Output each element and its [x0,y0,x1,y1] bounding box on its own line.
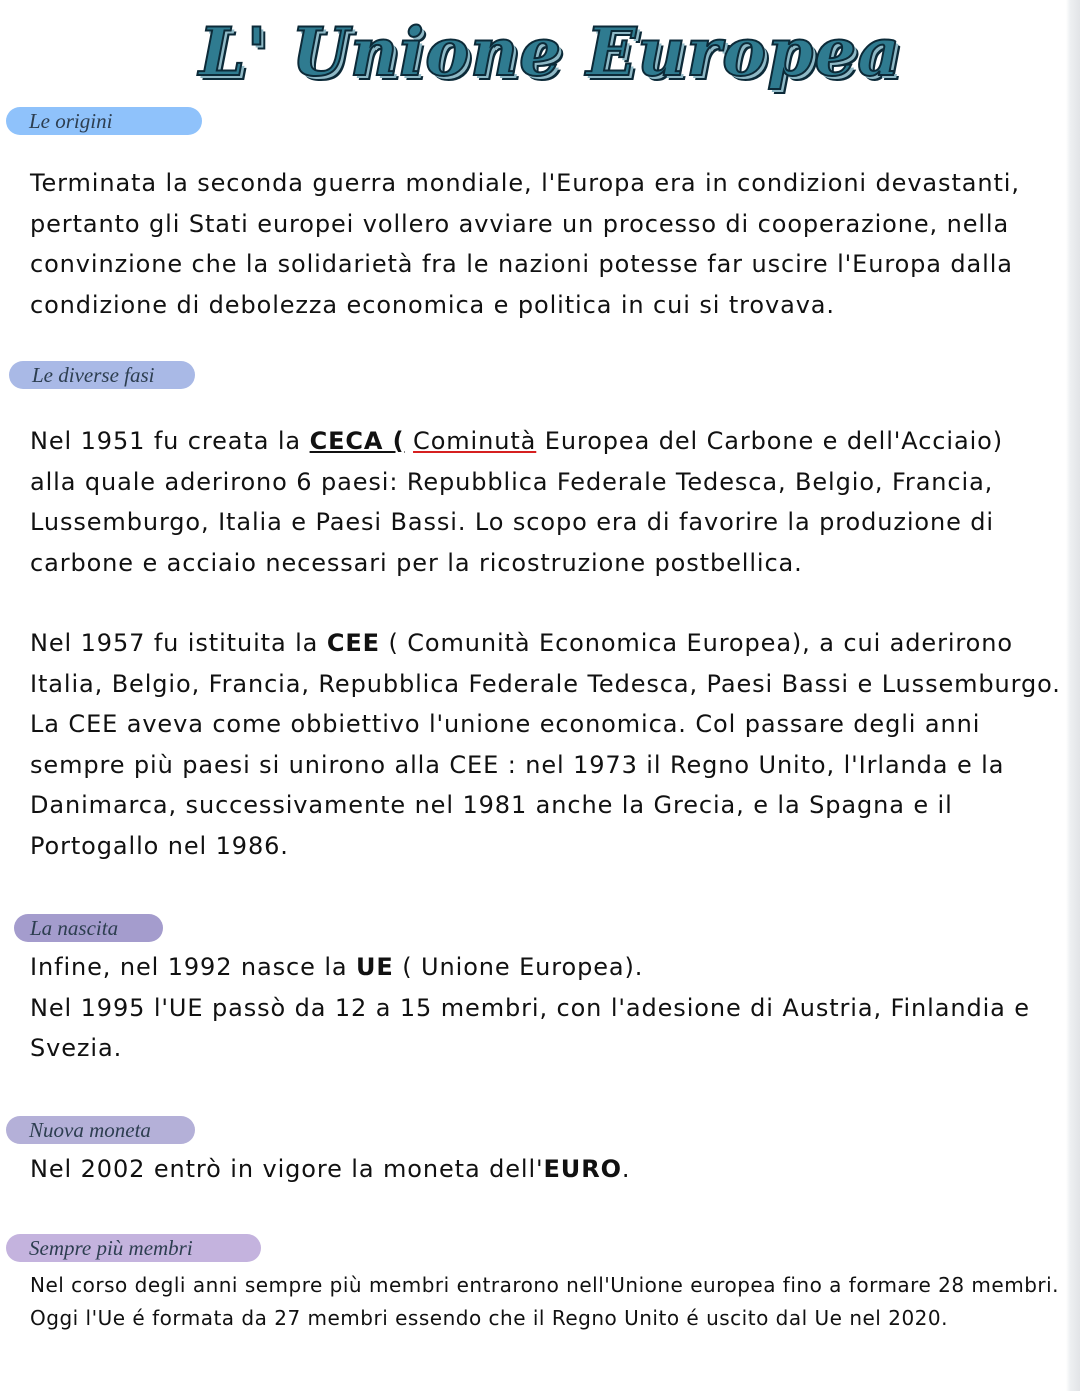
text-line: condizione di debolezza economica e politica in cui si trovava. [30,290,835,319]
text-run: Infine, nel 1992 nasce la [30,953,357,981]
text-run: Europea del Carbone e dell'Acciaio) [536,427,1003,455]
paragraph-moneta [30,1149,630,1190]
text-line: sempre più paesi si unirono alla CEE : nel 1973 il Regno Unito, l'Irlanda e la [30,750,1005,779]
text-run: Nel 2002 entrò in vigore la moneta dell' [30,1155,544,1183]
text-line [30,1149,630,1190]
text-run: . [621,1155,631,1183]
text-line: Nel corso degli anni sempre più membri entrarono nell'Unione europea fino a formare 28 membri. [30,1273,1060,1297]
section-label-moneta: Nuova moneta [6,1116,195,1144]
paragraph-membri [30,1269,1059,1335]
text-run: Nel 1951 fu creata la [30,427,310,455]
section-label-fasi: Le diverse fasi [9,361,195,389]
text-line: carbone e acciaio necessari per la ricostruzione postbellica. [30,548,803,577]
text-line: Danimarca, successivamente nel 1981 anche la Grecia, e la Spagna e il [30,791,953,819]
text-line: Nel 1995 l'UE passò da 12 a 15 membri, con l'adesione di Austria, Finlandia e [30,993,1030,1022]
text-line: Portogallo nel 1986. [30,831,289,860]
text-line: Lussemburgo, Italia e Paesi Bassi. Lo scopo era di favorire la produzione di [30,508,994,536]
text-line: pertanto gli Stati europei vollero avviare un processo di cooperazione, nella [30,209,1010,238]
euro-term: EURO [543,1155,622,1183]
paragraph-ceca [30,421,1003,583]
text-run [405,427,414,455]
text-line [30,421,1003,462]
text-run: ( Unione Europea). [393,953,644,981]
ue-term: UE [356,953,394,981]
text-run: ( Comunità Economica Europea), a cui aderirono [379,629,1013,657]
paragraph-origini [30,163,1020,325]
text-run: Nel 1957 fu istituita la [30,629,327,657]
section-label-nascita: La nascita [14,914,163,942]
paragraph-nascita [30,947,1030,1069]
cee-term: CEE [326,629,380,657]
section-label-membri: Sempre più membri [6,1234,261,1262]
section-label-origini: Le origini [6,107,202,135]
text-line [30,947,1030,988]
text-line: Terminata la seconda guerra mondiale, l'Europa era in condizioni devastanti, [30,169,1020,197]
text-line: convinzione che la solidarietà fra le nazioni potesse far uscire l'Europa dalla [30,250,1013,278]
misspelled-word: Cominutà [413,427,537,455]
page-title: L' Unione Europea [198,13,902,91]
text-line [30,623,1061,664]
text-line: Oggi l'Ue é formata da 27 membri essendo che il Regno Unito é uscito dal Ue nel 2020. [30,1306,948,1330]
text-line: Svezia. [30,1034,123,1062]
text-line: La CEE aveva come obbiettivo l'unione economica. Col passare degli anni [30,710,981,738]
text-line: alla quale aderirono 6 paesi: Repubblica Federale Tedesca, Belgio, Francia, [30,467,994,496]
text-line: Italia, Belgio, Francia, Repubblica Federale Tedesca, Paesi Bassi e Lussemburgo. [30,669,1061,698]
paragraph-cee [30,623,1061,866]
ceca-term: CECA ( [309,427,405,455]
